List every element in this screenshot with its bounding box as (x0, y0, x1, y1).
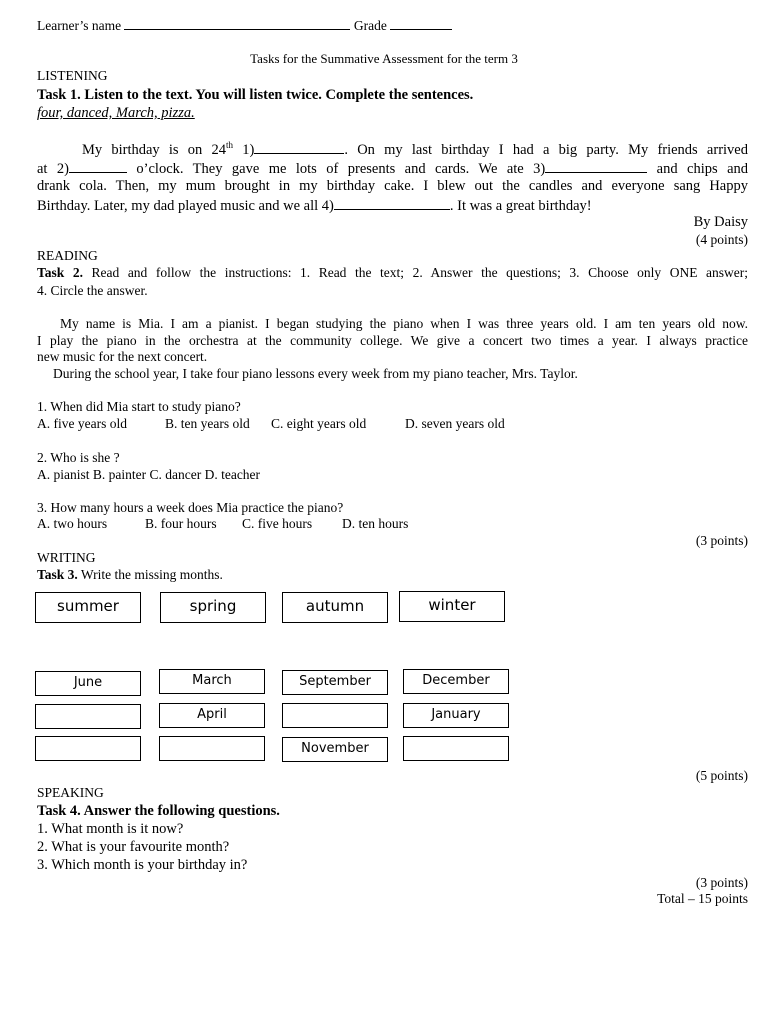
learner-name-label: Learner’s name (37, 18, 122, 33)
q1-option-a[interactable]: A. five years old (37, 416, 127, 431)
listening-text-line-4: Birthday. Later, my dad played music and we all 4) . It was a great birthday! (37, 198, 592, 214)
listening-text-line-1: My birthday is on 24th 1) . On my last birthday I had a big party. My friends arrived (82, 140, 748, 158)
q3-option-b[interactable]: B. four hours (145, 516, 217, 531)
reading-text-line-3: new music for the next concert. (37, 349, 208, 364)
task1-word-bank: four, danced, March, pizza. (37, 105, 195, 121)
writing-heading: WRITING (37, 550, 96, 565)
grade-label: Grade (353, 18, 387, 33)
month-cell-empty[interactable] (35, 704, 141, 729)
blank-4[interactable] (334, 197, 450, 210)
total-points: Total – 15 points (657, 891, 748, 906)
learner-name-field (37, 17, 452, 34)
reading-text-line-1: My name is Mia. I am a pianist. I began studying the piano when I was three years old. I am ten years old now. (60, 316, 748, 331)
q1-option-c[interactable]: C. eight years old (271, 416, 367, 431)
speaking-heading: SPEAKING (37, 785, 104, 800)
blank-2[interactable] (69, 160, 127, 173)
task2-points: (3 points) (695, 533, 748, 548)
grade-blank[interactable] (390, 17, 452, 30)
speaking-question: 2. What is your favourite month? (37, 839, 230, 855)
month-cell-empty[interactable] (282, 703, 388, 728)
listening-text-line-2: at 2) o’clock. They gave me lots of presents and cards. We ate 3) and chips and (37, 161, 748, 177)
speaking-question: 1. What month is it now? (37, 821, 184, 837)
reading-heading: READING (37, 248, 98, 263)
month-cell-april: April (159, 703, 265, 728)
task4-title: Task 4. Answer the following questions. (37, 803, 280, 819)
month-cell-november: November (282, 737, 388, 762)
task3-points: (5 points) (695, 768, 748, 783)
month-cell-march: March (159, 669, 265, 694)
question-1: 1. When did Mia start to study piano? (37, 399, 241, 414)
q2-options[interactable]: A. pianist B. painter C. dancer D. teacher (37, 467, 261, 482)
season-summer: summer (35, 592, 141, 623)
listening-heading: LISTENING (37, 68, 108, 83)
month-cell-empty[interactable] (159, 736, 265, 761)
task2-instructions-line-2: 4. Circle the answer. (37, 283, 148, 298)
listening-text-line-3: drank cola. Then, my mum brought in my birthday cake. I blew out the candles and everyone sang Happy (37, 178, 748, 194)
month-cell-january: January (403, 703, 509, 728)
q3-option-a[interactable]: A. two hours (37, 516, 108, 531)
speaking-question: 3. Which month is your birthday in? (37, 857, 248, 873)
reading-text-line-4: During the school year, I take four piano lessons every week from my piano teacher, Mrs. Taylor. (53, 366, 578, 381)
task4-points: (3 points) (695, 875, 748, 890)
blank-1[interactable] (254, 141, 344, 154)
q1-option-b[interactable]: B. ten years old (165, 416, 250, 431)
season-winter: winter (399, 591, 505, 622)
month-cell-empty[interactable] (35, 736, 141, 761)
month-cell-empty[interactable] (403, 736, 509, 761)
task1-title: Task 1. Listen to the text. You will listen twice. Complete the sentences. (37, 87, 474, 103)
q1-option-d[interactable]: D. seven years old (405, 416, 505, 431)
season-autumn: autumn (282, 592, 388, 623)
season-spring: spring (160, 592, 266, 623)
task1-points: (4 points) (695, 232, 748, 247)
task2-instructions-line-1: Task 2. Read and follow the instructions: 1. Read the text; 2. Answer the questions; 3. Choose only ONE answer; (37, 265, 748, 280)
blank-3[interactable] (545, 160, 647, 173)
question-3: 3. How many hours a week does Mia practice the piano? (37, 500, 344, 515)
listening-author: By Daisy (693, 214, 748, 230)
month-cell-june: June (35, 671, 141, 696)
learner-name-blank[interactable] (124, 17, 350, 30)
reading-text-line-2: I play the piano in the orchestra at the community college. We give a concert two times a year. I always practice (37, 333, 748, 348)
month-cell-september: September (282, 670, 388, 695)
q3-option-d[interactable]: D. ten hours (342, 516, 409, 531)
q3-option-c[interactable]: C. five hours (242, 516, 313, 531)
task3-title: Task 3. Write the missing months. (37, 567, 223, 582)
month-cell-december: December (403, 669, 509, 694)
question-2: 2. Who is she ? (37, 450, 120, 465)
page-title: Tasks for the Summative Assessment for the term 3 (250, 51, 518, 66)
